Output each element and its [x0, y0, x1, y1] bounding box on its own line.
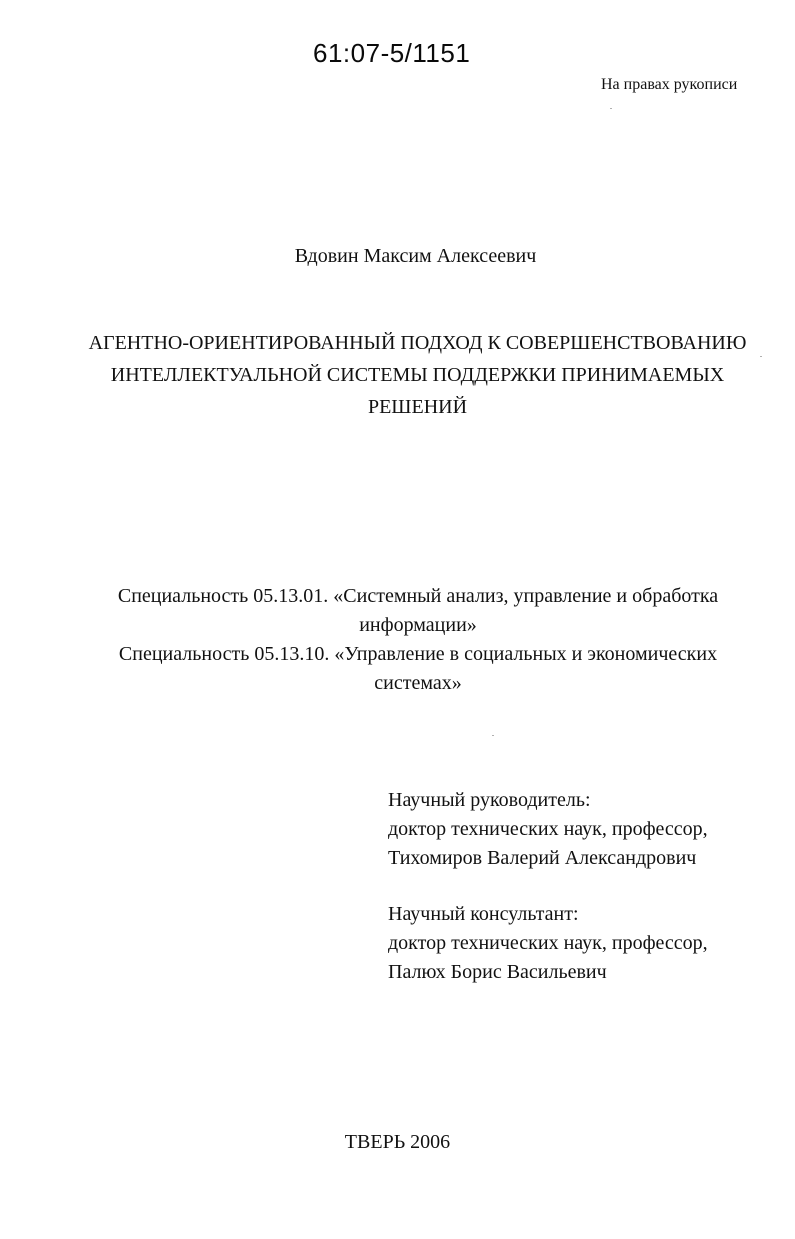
scan-speck — [610, 108, 612, 109]
supervisor-degree: доктор технических наук, профессор, — [388, 818, 708, 840]
title-line: АГЕНТНО-ОРИЕНТИРОВАННЫЙ ПОДХОД К СОВЕРШЕНСТВОВАНИЮ — [88, 332, 747, 354]
specialty-line: Специальность 05.13.01. «Системный анализ, управление и обработка — [117, 585, 719, 607]
rights-note: На правах рукописи — [601, 76, 738, 93]
consultant-role: Научный консультант: — [388, 903, 579, 925]
supervisor-role: Научный руководитель: — [388, 789, 591, 811]
title-line: ИНТЕЛЛЕКТУАЛЬНОЙ СИСТЕМЫ ПОДДЕРЖКИ ПРИНИМАЕМЫХ — [110, 364, 725, 386]
specialty-line: Специальность 05.13.10. «Управление в социальных и экономических — [118, 643, 718, 665]
specialty-line: информации» — [359, 614, 477, 636]
author-name: Вдовин Максим Алексеевич — [294, 245, 537, 267]
catalog-number: 61:07-5/1151 — [313, 38, 471, 68]
supervisor-name: Тихомиров Валерий Александрович — [388, 847, 697, 869]
consultant-degree: доктор технических наук, профессор, — [388, 932, 708, 954]
thesis-title — [80, 327, 755, 423]
specialties — [110, 582, 726, 698]
title-line: РЕШЕНИЙ — [367, 396, 468, 418]
scan-speck — [492, 735, 494, 736]
consultant-block — [388, 900, 708, 987]
supervisor-block — [388, 786, 708, 873]
scan-speck — [760, 356, 762, 357]
city-year: ТВЕРЬ 2006 — [344, 1131, 451, 1153]
advisors — [388, 786, 708, 1014]
consultant-name: Палюх Борис Васильевич — [388, 961, 607, 983]
specialty-line: системах» — [374, 672, 462, 694]
